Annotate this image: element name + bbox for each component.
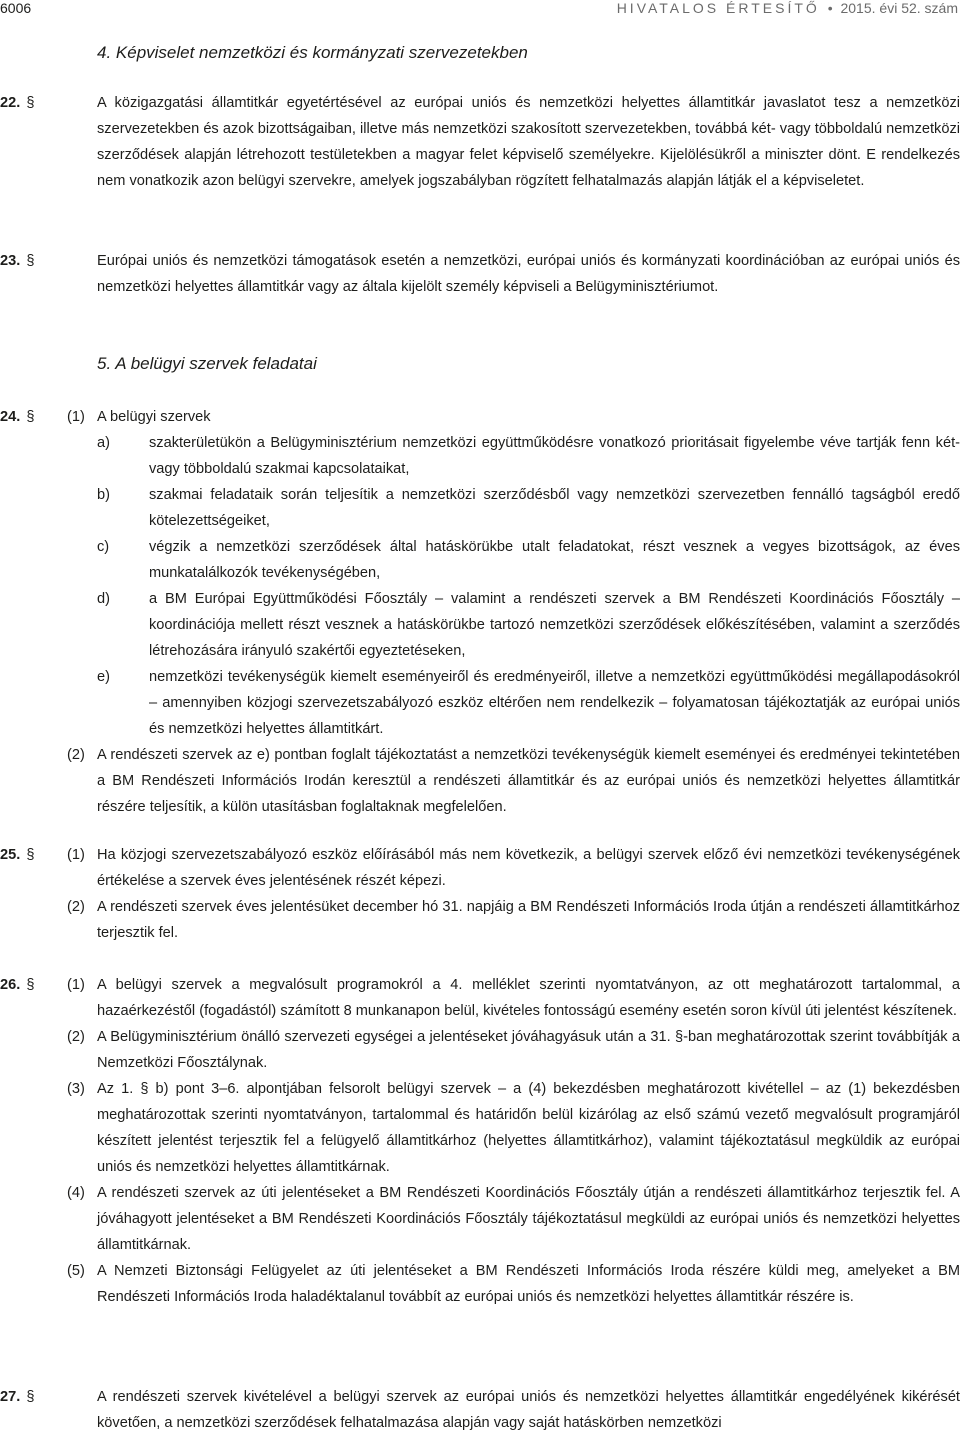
section-sign: § xyxy=(26,977,35,993)
subsection-text: A rendészeti szervek éves jelentésüket december hó 31. napjáig a BM Rendészeti Információs Iroda útján a rendészeti államtitkárhoz terjesztik fel. xyxy=(97,899,960,941)
list-item-text: végzik a nemzetközi szerződések által hatáskörükbe utalt feladatokat, részt vesznek a vegyes bizottságok, az éves munkatalálkozók tevékenységében, xyxy=(149,539,960,581)
subsection-number: (1) xyxy=(67,847,85,863)
subsection-number: (2) xyxy=(67,899,85,915)
paragraph-26 xyxy=(0,972,960,1310)
subsection-5 xyxy=(0,1258,960,1310)
subsection-1 xyxy=(0,972,960,1024)
subsection-number: (1) xyxy=(67,977,85,993)
subsection-2 xyxy=(0,742,960,820)
subsection-number: (4) xyxy=(67,1185,85,1201)
subsection-text: A Belügyminisztérium önálló szervezeti egységei a jelentéseket jóváhagyásuk után a 31. §-ban meghatározottak szerint továbbítják a Nemzetközi Főosztálynak. xyxy=(97,1029,960,1071)
paragraph-text: Európai uniós és nemzetközi támogatások esetén a nemzetközi, európai uniós és kormányzati koordinációban az európai uniós és nemzetközi helyettes államtitkár vagy az általa kijelölt személy képviseli a Belügyminisztériumot. xyxy=(97,253,960,295)
paragraph-number xyxy=(0,90,34,116)
paragraph-27 xyxy=(0,1384,960,1436)
paragraph-num-text: 27. xyxy=(0,1389,21,1405)
journal-title: HIVATALOS ÉRTESÍTŐ xyxy=(616,0,820,16)
page-header xyxy=(0,0,960,20)
page-number: 6006 xyxy=(0,0,32,16)
subsection-1 xyxy=(0,842,960,894)
paragraph-num-text: 26. xyxy=(0,977,21,993)
list-letter: b) xyxy=(97,487,110,503)
subsection-2 xyxy=(0,1024,960,1076)
list-item-b xyxy=(97,482,960,534)
subsection-number: (2) xyxy=(67,747,85,763)
list-letter: c) xyxy=(97,539,110,555)
paragraph-25 xyxy=(0,842,960,946)
paragraph-23 xyxy=(0,248,960,300)
paragraph-22 xyxy=(0,90,960,194)
subsection-2 xyxy=(0,894,960,946)
issue-number: 2015. évi 52. szám xyxy=(840,0,958,16)
paragraph-num-text: 25. xyxy=(0,847,21,863)
list-letter: d) xyxy=(97,591,110,607)
subsection-number: (3) xyxy=(67,1081,85,1097)
subsection-text: Az 1. § b) pont 3–6. alpontjában felsorolt belügyi szervek – a (4) bekezdésben meghatározott kivétellel – az (1) bekezdésben meghatározottak szerinti nyomtatványon, tartalommal és határidőn belül kizárólag az első számú vezető megvalósult programjáról készített jelentést terjesztik fel a felügyelő államtitkárhoz (helyettes államtitkárhoz), valamint tájékoztatásul megküldik az európai uniós és nemzetközi helyettes államtitkárnak. xyxy=(97,1081,960,1175)
section-sign: § xyxy=(26,95,35,111)
section-sign: § xyxy=(26,409,35,425)
list-letter: a) xyxy=(97,435,110,451)
list-item-text: nemzetközi tevékenységük kiemelt eseményeiről és eredményeiről, illetve a nemzetközi együttműködési megállapodásokról – amennyiben közjogi szervezetszabályozó eszköz eltérően nem rendelkezik – folyamatosan tájékoztatják az európai uniós és nemzetközi helyettes államtitkárt. xyxy=(149,669,960,737)
list-item-a xyxy=(97,430,960,482)
subsection-3 xyxy=(0,1076,960,1180)
paragraph-number xyxy=(0,248,34,274)
list-item-text: szakmai feladataik során teljesítik a nemzetközi szerződésből vagy nemzetközi szervezetben fennálló tagságból eredő kötelezettségeiket, xyxy=(149,487,960,529)
journal-info xyxy=(617,0,958,16)
list-item-text: a BM Európai Együttműködési Főosztály – valamint a rendészeti szervek a BM Rendészeti Koordinációs Főosztály – koordinációja mellett részt vesznek a hatáskörükbe tartozó nemzetközi szerződések előkészítésében, valamint a szerződés létrehozására irányuló szakértői egyeztetéseken, xyxy=(149,591,960,659)
list-item-d xyxy=(97,586,960,664)
section-sign: § xyxy=(26,253,35,269)
subsection-number: (5) xyxy=(67,1263,85,1279)
subsection-text: A Nemzeti Biztonsági Felügyelet az úti jelentéseket a BM Rendészeti Információs Iroda részére küldi meg, amelyeket a BM Rendészeti Információs Iroda haladéktalanul továbbít az európai uniós és nemzetközi helyettes államtitkár részére is. xyxy=(97,1263,960,1305)
section-sign: § xyxy=(26,847,35,863)
subsection-number: (2) xyxy=(67,1029,85,1045)
subsection-4 xyxy=(0,1180,960,1258)
header-separator: • xyxy=(827,0,833,16)
paragraph-24 xyxy=(0,404,960,820)
section-sign: § xyxy=(26,1389,35,1405)
subsection-text: A belügyi szervek a megvalósult programokról a 4. melléklet szerinti nyomtatványon, az ott meghatározott tartalommal, a hazaérkezéstől (fogadástól) számított 8 munkanapon belül, kivételes fontosságú esemény esetén soron kívül úti jelentést készítenek. xyxy=(97,977,960,1019)
paragraph-num-text: 22. xyxy=(0,95,21,111)
paragraph-text: A rendészeti szervek kivételével a belügyi szervek az európai uniós és nemzetközi helyettes államtitkár engedélyének kikérését követően, a nemzetközi szerződések felhatalmazása alapján vagy saját hatáskörben nemzetközi xyxy=(97,1389,960,1431)
subsection-1 xyxy=(0,404,960,430)
list-item-c xyxy=(97,534,960,586)
list-item-text: szakterületükön a Belügyminisztérium nemzetközi együttműködésre vonatkozó prioritásait figyelembe véve tartják fenn két- vagy többoldalú szakmai kapcsolataikat, xyxy=(149,435,960,477)
list-item-e xyxy=(97,664,960,742)
subsection-text: A rendészeti szervek az e) pontban foglalt tájékoztatást a nemzetközi tevékenységük kiemelt eseményei és eredményei tekintetében a BM Rendészeti Információs Irodán keresztül a rendészeti államtitkár és az európai uniós és nemzetközi helyettes államtitkár részére teljesítik, a külön utasításban foglaltaknak megfelelően. xyxy=(97,747,960,815)
subsection-text: A belügyi szervek xyxy=(97,409,211,425)
subsection-text: A rendészeti szervek az úti jelentéseket a BM Rendészeti Koordinációs Főosztály útján a rendészeti államtitkárhoz terjesztik fel. A jóváhagyott jelentéseket a BM Rendészeti Koordinációs Főosztály tájékoztatásul megküldi az európai uniós és nemzetközi helyettes államtitkárnak. xyxy=(97,1185,960,1253)
list-letter: e) xyxy=(97,669,110,685)
paragraph-num-text: 24. xyxy=(0,409,21,425)
section-title-4: 4. Képviselet nemzetközi és kormányzati szervezetekben xyxy=(97,43,528,62)
section-title-5: 5. A belügyi szervek feladatai xyxy=(97,354,317,373)
paragraph-num-text: 23. xyxy=(0,253,21,269)
paragraph-text: A közigazgatási államtitkár egyetértésével az európai uniós és nemzetközi helyettes államtitkár javaslatot tesz a nemzetközi szervezetekben és azok bizottságaiban, illetve más nemzetközi szakosított szervezetekben, továbbá két- vagy többoldalú nemzetközi szerződések alapján létrehozott testületekben a magyar felet képviselő személyekre. Kijelölésükről a miniszter dönt. E rendelkezés nem vonatkozik azon belügyi szervekre, amelyek jogszabályban rögzített felhatalmazás alapján látják el a képviseletet. xyxy=(97,95,960,189)
subsection-number: (1) xyxy=(67,409,85,425)
paragraph-number xyxy=(0,1384,34,1410)
subsection-text: Ha közjogi szervezetszabályozó eszköz előírásából más nem következik, a belügyi szervek előző évi nemzetközi tevékenységének értékelése a szervek éves jelentésének részét képezi. xyxy=(97,847,960,889)
